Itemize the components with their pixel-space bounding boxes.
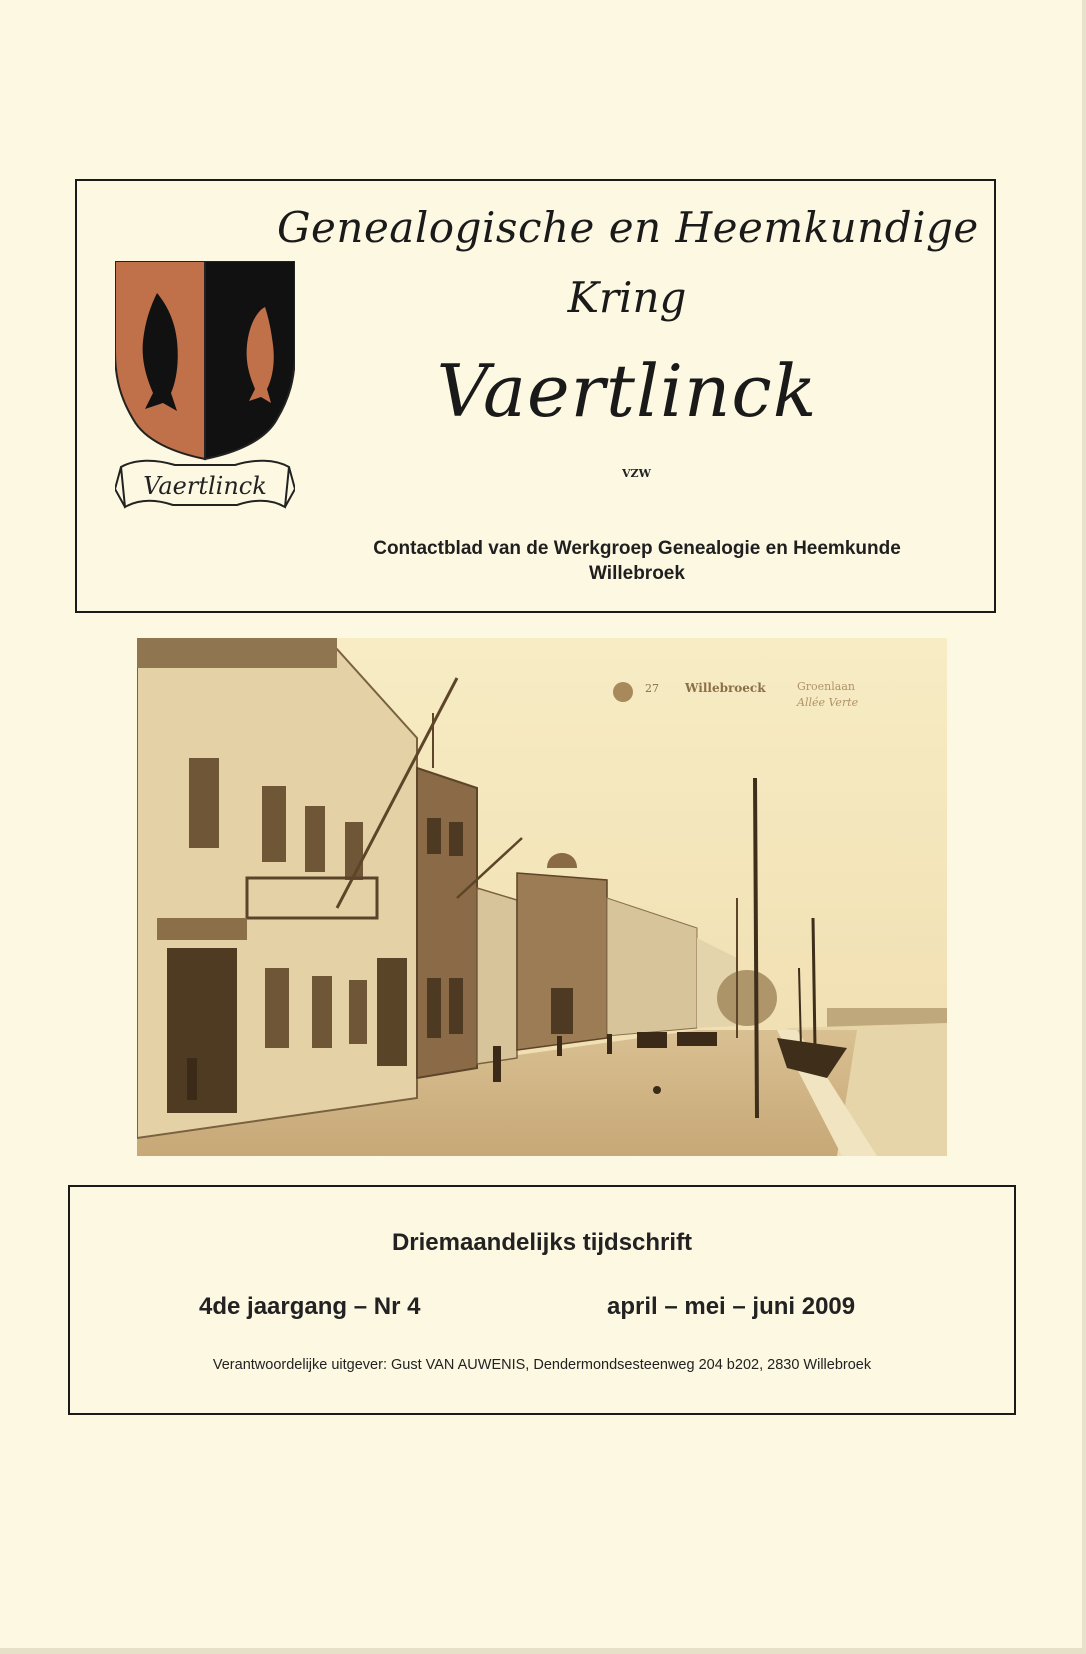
photo-caption-street: Groenlaan xyxy=(797,680,855,693)
postcard-photo xyxy=(137,638,947,1156)
contact-line1: Contactblad van de Werkgroep Genealogie en Heemkunde xyxy=(373,538,901,559)
contact-line2: Willebroek xyxy=(589,563,685,584)
issue-info-box xyxy=(68,1185,1016,1415)
volume-number: 4de jaargang – Nr 4 xyxy=(199,1293,421,1320)
society-title-line1: Genealogische en Heemkundige xyxy=(277,203,979,252)
society-title-line2: Kring xyxy=(567,273,687,322)
society-name: Vaertlinck xyxy=(436,349,818,433)
publisher-line: Verantwoordelijke uitgever: Gust VAN AUWENIS, Dendermondsesteenweg 204 b202, 2830 Willebroek xyxy=(212,1357,872,1373)
header-box xyxy=(75,179,996,613)
svg-text:27: 27 xyxy=(645,682,659,695)
issue-date: april – mei – juni 2009 xyxy=(607,1293,856,1320)
coat-of-arms-icon xyxy=(115,261,295,521)
legal-form: VZW xyxy=(622,467,651,480)
photo-caption-street-fr: Allée Verte xyxy=(797,696,859,709)
periodical-type: Driemaandelijks tijdschrift xyxy=(391,1229,693,1256)
photo-caption-place: Willebroeck xyxy=(685,681,766,695)
crest-banner-text: Vaertlinck xyxy=(143,472,267,500)
